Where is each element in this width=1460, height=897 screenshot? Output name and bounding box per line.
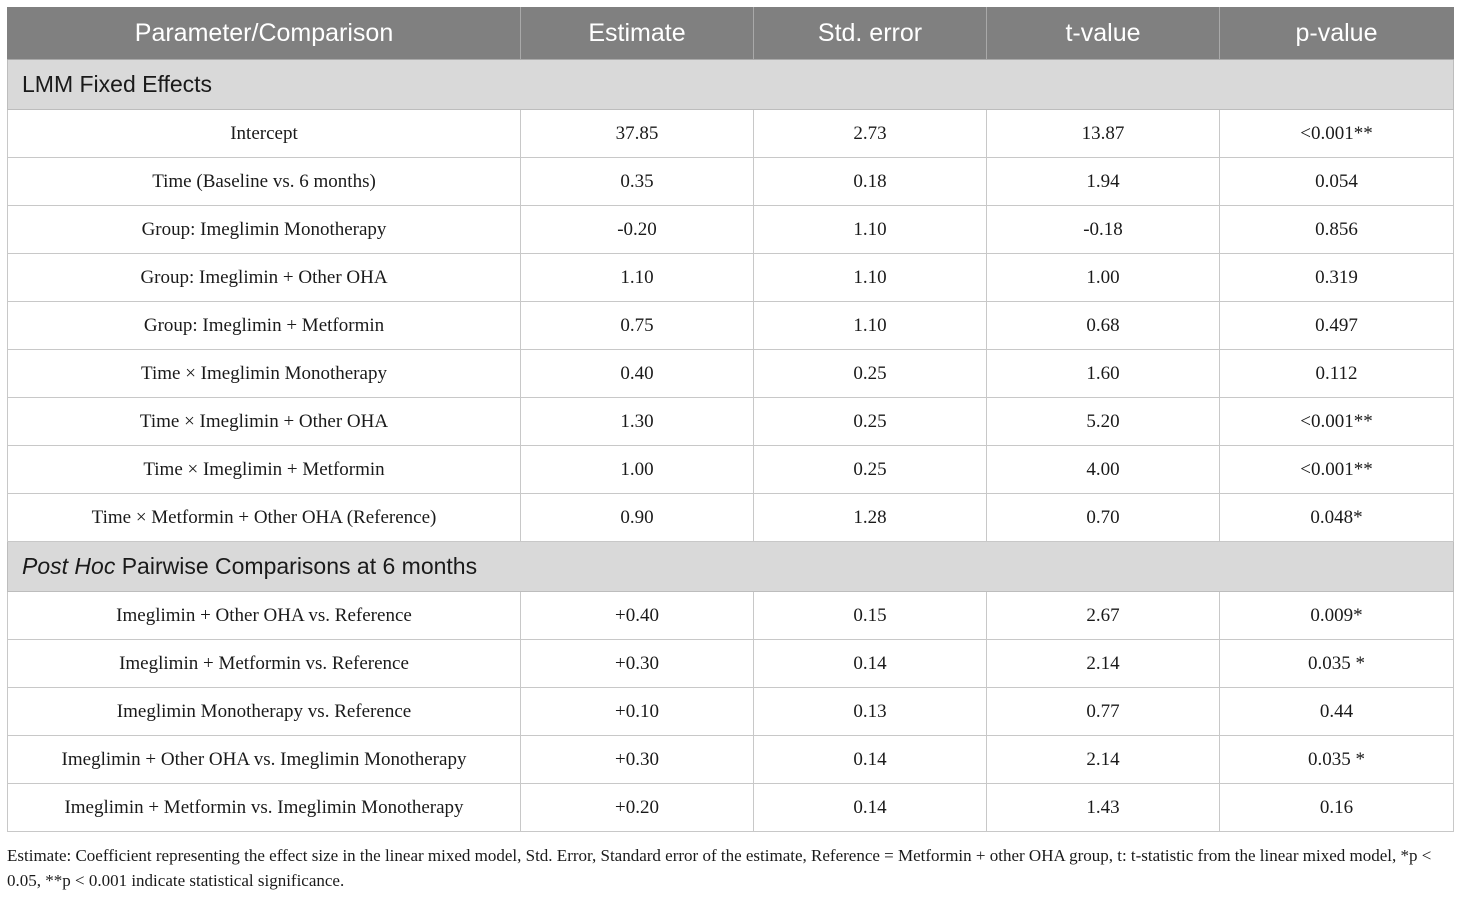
section-title-text: Pairwise Comparisons at 6 months [115,553,478,579]
table-row [8,784,1454,832]
std-error-cell: 1.28 [754,494,987,542]
p-value-cell: 0.035 * [1220,640,1454,688]
estimate-cell: 1.00 [521,446,754,494]
estimate-cell: +0.20 [521,784,754,832]
parameter-cell: Group: Imeglimin Monotherapy [8,206,521,254]
parameter-cell: Imeglimin + Metformin vs. Reference [8,640,521,688]
table-row [8,302,1454,350]
table-row [8,206,1454,254]
estimate-cell: +0.30 [521,736,754,784]
column-header-std-error: Std. error [754,8,987,60]
column-header-t-value: t-value [987,8,1220,60]
table-row [8,254,1454,302]
p-value-cell: <0.001** [1220,446,1454,494]
table-row [8,640,1454,688]
section-header-row [8,542,1454,592]
section-title-italic: Post Hoc [22,553,116,579]
column-header-p-value: p-value [1220,8,1454,60]
column-header-estimate: Estimate [521,8,754,60]
table-row [8,158,1454,206]
table-row [8,592,1454,640]
estimate-cell: 0.90 [521,494,754,542]
p-value-cell: 0.035 * [1220,736,1454,784]
table-row [8,110,1454,158]
p-value-cell: 0.112 [1220,350,1454,398]
std-error-cell: 2.73 [754,110,987,158]
table-row [8,398,1454,446]
p-value-cell: 0.44 [1220,688,1454,736]
estimate-cell: 0.35 [521,158,754,206]
p-value-cell: 0.319 [1220,254,1454,302]
std-error-cell: 0.25 [754,350,987,398]
std-error-cell: 0.14 [754,640,987,688]
std-error-cell: 1.10 [754,302,987,350]
std-error-cell: 0.15 [754,592,987,640]
parameter-cell: Imeglimin + Other OHA vs. Reference [8,592,521,640]
parameter-cell: Time × Imeglimin + Metformin [8,446,521,494]
parameter-cell: Time (Baseline vs. 6 months) [8,158,521,206]
std-error-cell: 1.10 [754,206,987,254]
p-value-cell: 0.856 [1220,206,1454,254]
std-error-cell: 0.25 [754,398,987,446]
t-value-cell: 0.68 [987,302,1220,350]
parameter-cell: Group: Imeglimin + Metformin [8,302,521,350]
t-value-cell: 13.87 [987,110,1220,158]
estimate-cell: 1.30 [521,398,754,446]
section-title [8,60,1454,110]
parameter-cell: Imeglimin Monotherapy vs. Reference [8,688,521,736]
parameter-cell: Group: Imeglimin + Other OHA [8,254,521,302]
t-value-cell: 0.70 [987,494,1220,542]
section-header-row [8,60,1454,110]
estimate-cell: 37.85 [521,110,754,158]
p-value-cell: 0.048* [1220,494,1454,542]
t-value-cell: 1.00 [987,254,1220,302]
estimate-cell: +0.30 [521,640,754,688]
std-error-cell: 0.14 [754,784,987,832]
std-error-cell: 0.14 [754,736,987,784]
section-title [8,542,1454,592]
estimate-cell: +0.40 [521,592,754,640]
t-value-cell: 2.14 [987,640,1220,688]
table-row [8,446,1454,494]
estimate-cell: +0.10 [521,688,754,736]
column-header-parameter: Parameter/Comparison [8,8,521,60]
t-value-cell: 4.00 [987,446,1220,494]
header-row [8,8,1454,60]
parameter-cell: Time × Imeglimin Monotherapy [8,350,521,398]
statistics-table [7,7,1454,832]
estimate-cell: 0.40 [521,350,754,398]
estimate-cell: 0.75 [521,302,754,350]
parameter-cell: Time × Metformin + Other OHA (Reference) [8,494,521,542]
table-row [8,350,1454,398]
std-error-cell: 0.25 [754,446,987,494]
parameter-cell: Imeglimin + Metformin vs. Imeglimin Monotherapy [8,784,521,832]
table-body [8,60,1454,832]
t-value-cell: 1.43 [987,784,1220,832]
p-value-cell: <0.001** [1220,110,1454,158]
estimate-cell: -0.20 [521,206,754,254]
table-row [8,494,1454,542]
t-value-cell: 1.60 [987,350,1220,398]
p-value-cell: 0.054 [1220,158,1454,206]
t-value-cell: 0.77 [987,688,1220,736]
p-value-cell: 0.16 [1220,784,1454,832]
t-value-cell: -0.18 [987,206,1220,254]
parameter-cell: Imeglimin + Other OHA vs. Imeglimin Monotherapy [8,736,521,784]
p-value-cell: <0.001** [1220,398,1454,446]
parameter-cell: Time × Imeglimin + Other OHA [8,398,521,446]
t-value-cell: 5.20 [987,398,1220,446]
t-value-cell: 2.67 [987,592,1220,640]
table-row [8,736,1454,784]
p-value-cell: 0.009* [1220,592,1454,640]
table-row [8,688,1454,736]
estimate-cell: 1.10 [521,254,754,302]
t-value-cell: 2.14 [987,736,1220,784]
std-error-cell: 1.10 [754,254,987,302]
p-value-cell: 0.497 [1220,302,1454,350]
std-error-cell: 0.13 [754,688,987,736]
table-footnote: Estimate: Coefficient representing the effect size in the linear mixed model, Std. Error, Standard error of the estimate, Reference = Metformin + other OHA group, t: t-statistic from the linear mixed model, *p < 0.05, **p < 0.001 indicate statistical significance. [7,846,1432,890]
std-error-cell: 0.18 [754,158,987,206]
parameter-cell: Intercept [8,110,521,158]
t-value-cell: 1.94 [987,158,1220,206]
section-title-text: LMM Fixed Effects [22,71,213,97]
